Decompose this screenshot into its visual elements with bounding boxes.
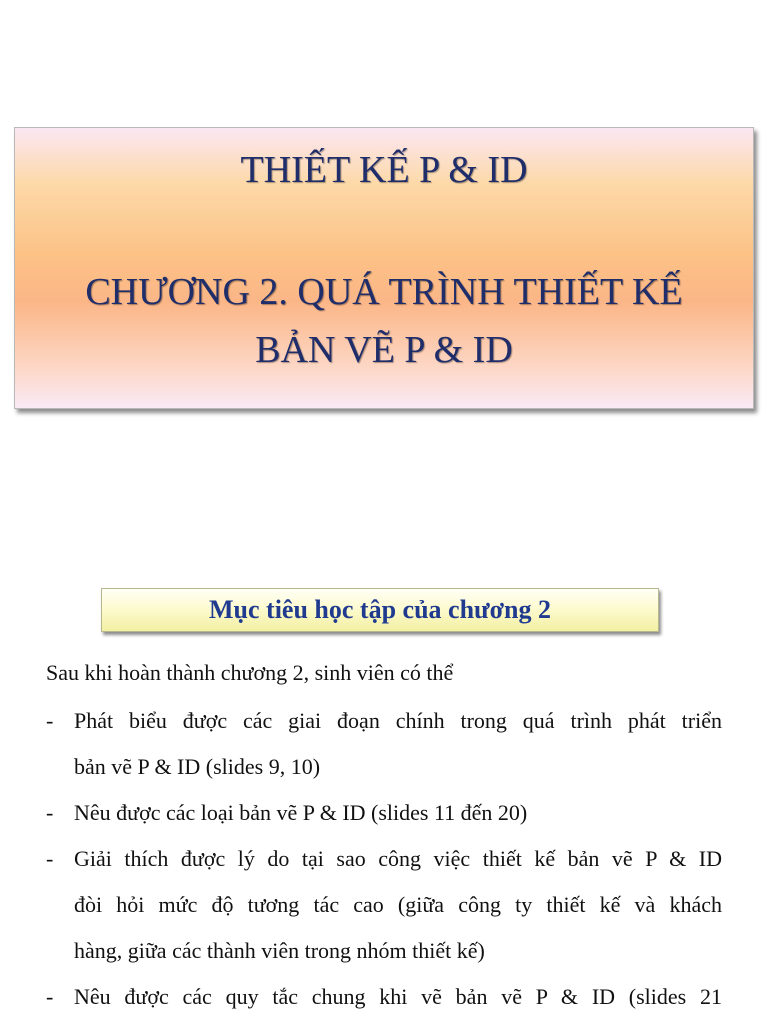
- learning-objectives-banner: [101, 588, 659, 632]
- chapter-title-line-2: BẢN VẼ P & ID: [255, 329, 513, 371]
- learning-objectives-title: Mục tiêu học tập của chương 2: [209, 595, 551, 624]
- chapter-title-line-1: CHƯƠNG 2. QUÁ TRÌNH THIẾT KẾ: [85, 271, 683, 313]
- bullet-dash: -: [46, 708, 54, 733]
- chapter-title-box: [14, 127, 754, 409]
- objective-line: Phát biểu được các giai đoạn chính trong quá trình phát triển: [74, 708, 722, 733]
- objective-line: bản vẽ P & ID (slides 9, 10): [74, 754, 321, 779]
- intro-text: Sau khi hoàn thành chương 2, sinh viên có thể: [46, 660, 454, 685]
- bullet-dash: -: [46, 800, 54, 825]
- objective-line: Nêu được các quy tắc chung khi vẽ bản vẽ P & ID (slides 21: [74, 984, 722, 1009]
- course-title: THIẾT KẾ P & ID: [240, 149, 528, 191]
- objective-line: hàng, giữa các thành viên trong nhóm thiết kế): [74, 938, 485, 963]
- objective-line: Nêu được các loại bản vẽ P & ID (slides 11 đến 20): [74, 800, 528, 825]
- bullet-dash: -: [46, 846, 54, 871]
- objective-line: đòi hỏi mức độ tương tác cao (giữa công ty thiết kế và khách: [74, 892, 722, 917]
- objective-line: Giải thích được lý do tại sao công việc thiết kế bản vẽ P & ID: [74, 846, 722, 871]
- bullet-dash: -: [46, 984, 54, 1009]
